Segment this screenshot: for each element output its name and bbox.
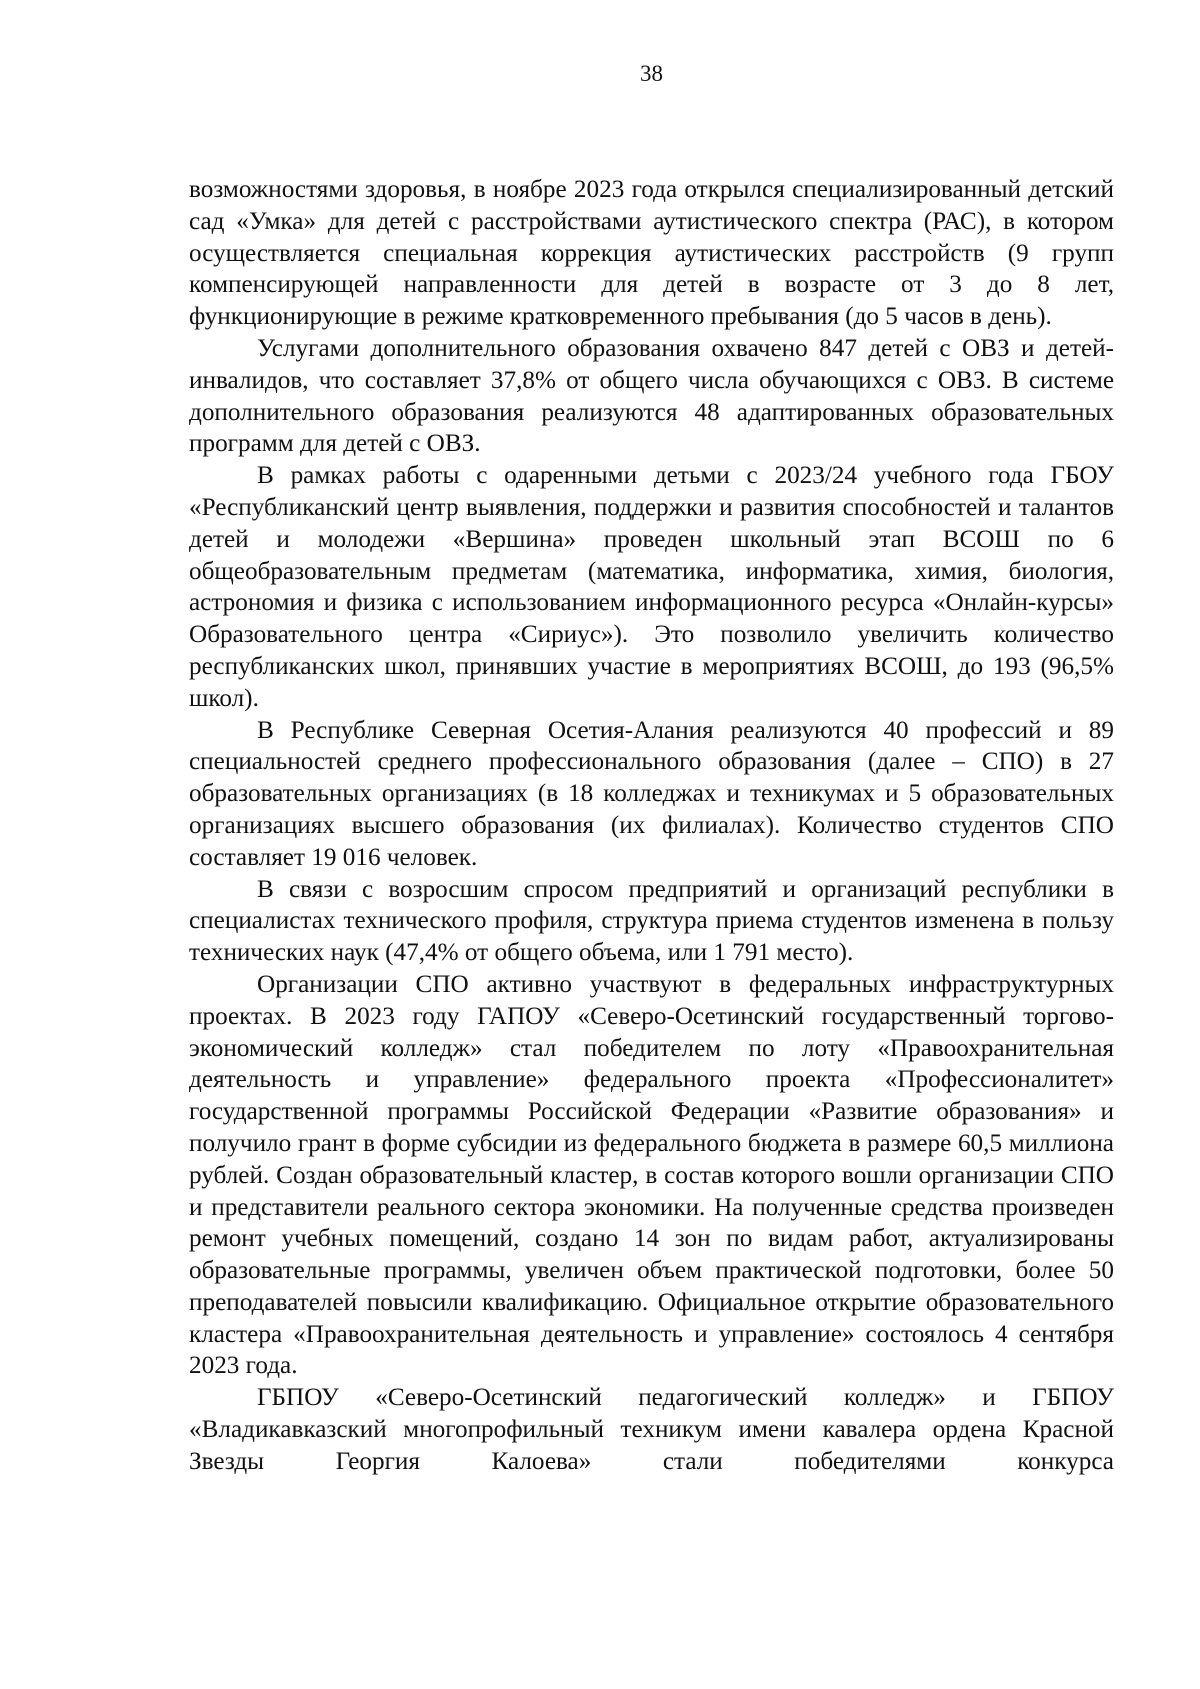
- body-text: [189, 174, 1114, 1478]
- paragraph-additional-education: Услугами дополнительного образования охвачено 847 детей с ОВЗ и детей-инвалидов, что составляет 37,8% от общего числа обучающихся с ОВЗ. В системе дополнительного образования реализуются 48 адаптированных образовательных программ для детей с ОВЗ.: [189, 334, 1114, 458]
- paragraph-infrastructure-projects: Организации СПО активно участвуют в федеральных инфраструктурных проектах. В 2023 году ГАПОУ «Северо-Осетинский государственный торгово-экономический колледж» стал победителем по лоту «Правоохранительная деятельность и управление» федерального проекта «Профессионалитет» государственной программы Российской Федерации «Развитие образования» и получило грант в форме субсидии из федерального бюджета в размере 60,5 миллиона рублей. Создан образовательный кластер, в состав которого вошли организации СПО и представители реального сектора экономики. На полученные средства произведен ремонт учебных помещений, создано 14 зон по видам работ, актуализированы образовательные программы, увеличен объем практической подготовки, более 50 преподавателей повысили квалификацию. Официальное открытие образовательного кластера «Правоохранительная деятельность и управление» состоялось 4 сентября 2023 года.: [189, 970, 1114, 1380]
- paragraph-competition-winners: ГБПОУ «Северо-Осетинский педагогический колледж» и ГБПОУ «Владикавказский многопрофильный техникум имени кавалера ордена Красной Звезды Георгия Калоева» стали победителями конкурса: [189, 1384, 1114, 1475]
- paragraph-spo-professions: В Республике Северная Осетия-Алания реализуются 40 профессий и 89 специальностей среднего профессионального образования (далее – СПО) в 27 образовательных организациях (в 18 колледжах и техникумах и 5 образовательных организациях высшего образования (их филиалах). Количество студентов СПО составляет 19 016 человек.: [189, 716, 1114, 871]
- page-number: 38: [640, 61, 663, 86]
- paragraph-admission-structure: В связи с возросшим спросом предприятий и организаций республики в специалистах технического профиля, структура приема студентов изменена в пользу технических наук (47,4% от общего объема, или 1 791 место).: [189, 875, 1114, 967]
- paragraph-gifted-children: В рамках работы с одаренными детьми с 2023/24 учебного года ГБОУ «Республиканский центр выявления, поддержки и развития способностей и талантов детей и молодежи «Вершина» проведен школьный этап ВСОШ по 6 общеобразовательным предметам (математика, информатика, химия, биология, астрономия и физика с использованием информационного ресурса «Онлайн-курсы» Образовательного центра «Сириус»). Это позволило увеличить количество республиканских школ, принявших участие в мероприятиях ВСОШ, до 193 (96,5% школ).: [189, 462, 1114, 712]
- paragraph-kindergarten: возможностями здоровья, в ноябре 2023 года открылся специализированный детский сад «Умка» для детей с расстройствами аутистического спектра (РАС), в котором осуществляется специальная коррекция аутистических расстройств (9 групп компенсирующей направленности для детей в возрасте от 3 до 8 лет, функционирующие в режиме кратковременного пребывания (до 5 часов в день).: [189, 176, 1114, 331]
